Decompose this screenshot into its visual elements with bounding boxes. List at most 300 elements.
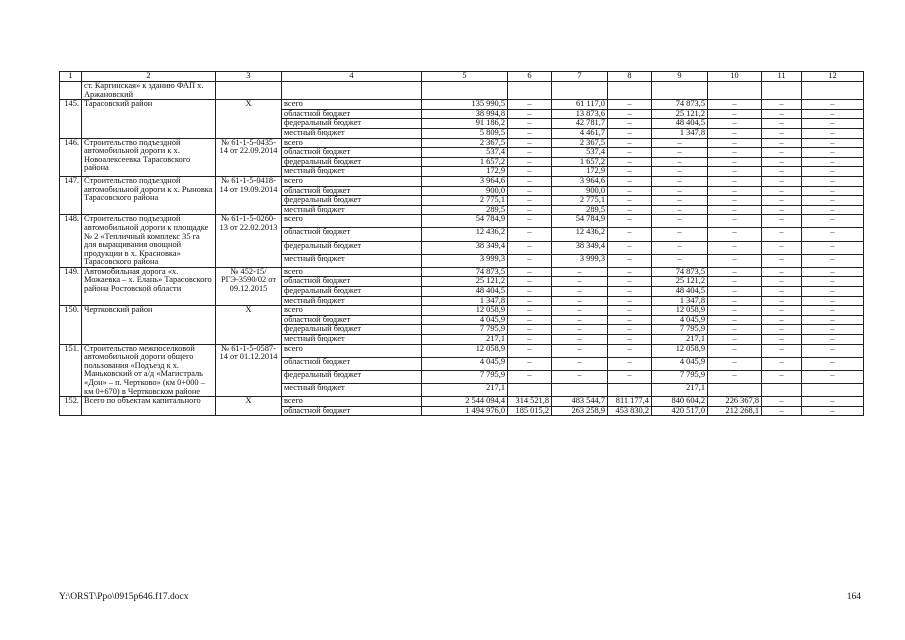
budget-type: местный бюджет	[282, 335, 422, 345]
amount-cell: 1 347,8	[652, 128, 708, 138]
amount-cell: –	[608, 370, 652, 383]
amount-cell: 2 775,1	[552, 196, 608, 206]
amount-cell: 1 657,2	[422, 157, 508, 167]
amount-cell: –	[762, 370, 802, 383]
amount-cell: –	[608, 128, 652, 138]
amount-cell: –	[652, 215, 708, 228]
document-number: № 61-1-5-0260-13 от 22.02.2013	[216, 215, 282, 268]
row-number: 146.	[60, 138, 82, 176]
amount-cell: 453 830,2	[608, 406, 652, 416]
amount-cell: 38 349,4	[552, 241, 608, 254]
budget-type: федеральный бюджет	[282, 287, 422, 297]
amount-cell: –	[608, 148, 652, 158]
amount-cell: 840 604,2	[652, 397, 708, 407]
amount-cell: 7 795,9	[422, 370, 508, 383]
amount-cell: –	[608, 335, 652, 345]
amount-cell: 12 058,9	[422, 306, 508, 316]
amount-cell	[508, 384, 552, 397]
row-number	[60, 82, 82, 100]
amount-cell: –	[762, 100, 802, 110]
empty-cell	[762, 82, 802, 100]
amount-cell: –	[608, 109, 652, 119]
amount-cell: –	[802, 100, 864, 110]
amount-cell: –	[608, 296, 652, 306]
amount-cell: –	[762, 228, 802, 241]
amount-cell: 811 177,4	[608, 397, 652, 407]
row-number: 150.	[60, 306, 82, 344]
amount-cell: 74 873,5	[422, 267, 508, 277]
column-number: 7	[552, 72, 608, 82]
amount-cell: –	[762, 406, 802, 416]
amount-cell: –	[708, 100, 762, 110]
budget-type: областной бюджет	[282, 228, 422, 241]
amount-cell: –	[608, 119, 652, 129]
amount-cell: –	[802, 315, 864, 325]
document-number: № 452-15/РГЭ-3590/02 от 09.12.2015	[216, 267, 282, 305]
amount-cell: 25 121,2	[652, 109, 708, 119]
document-number: № 61-1-5-0418-14 от 19.09.2014	[216, 176, 282, 214]
amount-cell: 48 404,5	[652, 287, 708, 297]
amount-cell: –	[708, 148, 762, 158]
amount-cell: –	[708, 109, 762, 119]
amount-cell: 537,4	[552, 148, 608, 158]
amount-cell: 4 045,9	[652, 315, 708, 325]
budget-type: местный бюджет	[282, 205, 422, 215]
empty-cell	[708, 82, 762, 100]
budget-type: местный бюджет	[282, 128, 422, 138]
budget-type: всего	[282, 100, 422, 110]
amount-cell: –	[552, 306, 608, 316]
amount-cell: –	[552, 267, 608, 277]
table-row	[60, 82, 864, 100]
amount-cell: –	[508, 241, 552, 254]
amount-cell: –	[762, 287, 802, 297]
budget-type: всего	[282, 138, 422, 148]
document-number: Х	[216, 397, 282, 416]
amount-cell: –	[802, 370, 864, 383]
amount-cell: –	[508, 157, 552, 167]
amount-cell: –	[652, 176, 708, 186]
amount-cell: 1 347,8	[652, 296, 708, 306]
amount-cell: –	[508, 370, 552, 383]
amount-cell: –	[608, 287, 652, 297]
amount-cell: –	[708, 370, 762, 383]
budget-type: местный бюджет	[282, 384, 422, 397]
amount-cell: 61 117,0	[552, 100, 608, 110]
amount-cell: –	[552, 344, 608, 357]
document-path: Y:\ORST\Ppo\0915p646.f17.docx	[59, 592, 189, 602]
amount-cell: 4 045,9	[422, 357, 508, 370]
amount-cell: –	[762, 357, 802, 370]
object-name: Тарасовский район	[82, 100, 216, 138]
column-number: 5	[422, 72, 508, 82]
amount-cell: –	[762, 138, 802, 148]
budget-type: всего	[282, 306, 422, 316]
amount-cell: –	[802, 167, 864, 177]
amount-cell: –	[552, 315, 608, 325]
empty-cell	[802, 82, 864, 100]
row-number: 147.	[60, 176, 82, 214]
amount-cell: –	[802, 109, 864, 119]
amount-cell: 135 990,5	[422, 100, 508, 110]
amount-cell: –	[802, 296, 864, 306]
amount-cell: 25 121,2	[652, 277, 708, 287]
amount-cell: 537,4	[422, 148, 508, 158]
amount-cell: –	[508, 119, 552, 129]
amount-cell: –	[608, 205, 652, 215]
amount-cell: 3 999,3	[552, 254, 608, 267]
amount-cell: 4 045,9	[652, 357, 708, 370]
amount-cell: –	[802, 397, 864, 407]
amount-cell: –	[708, 119, 762, 129]
amount-cell: 12 436,2	[422, 228, 508, 241]
amount-cell: –	[762, 176, 802, 186]
budget-type: всего	[282, 215, 422, 228]
object-name: ст. Каргинская» к зданию ФАП х. Аржановский	[82, 82, 216, 100]
amount-cell: –	[708, 157, 762, 167]
amount-cell: 91 186,2	[422, 119, 508, 129]
amount-cell: 54 784,9	[422, 215, 508, 228]
object-name: Строительство межпоселковой автомобильной дороги общего пользования «Подъезд к х. Маньковский от а/д «Магистраль «Дон» – п. Чертково» (км 0+000 – км 0+670) в Чертковском районе	[82, 344, 216, 397]
amount-cell: –	[708, 186, 762, 196]
amount-cell: 5 809,5	[422, 128, 508, 138]
amount-cell: 74 873,5	[652, 267, 708, 277]
amount-cell: –	[608, 325, 652, 335]
row-number: 148.	[60, 215, 82, 268]
amount-cell: –	[802, 215, 864, 228]
budget-type: федеральный бюджет	[282, 119, 422, 129]
table-row	[60, 267, 864, 277]
amount-cell: –	[708, 296, 762, 306]
budget-type: областной бюджет	[282, 148, 422, 158]
column-number: 11	[762, 72, 802, 82]
amount-cell	[802, 384, 864, 397]
object-name: Чертковский район	[82, 306, 216, 344]
amount-cell: –	[508, 315, 552, 325]
amount-cell: –	[708, 196, 762, 206]
amount-cell: –	[802, 119, 864, 129]
amount-cell: –	[508, 306, 552, 316]
object-name: Строительство подъездной автомобильной дороги к х. Рыновка Тарасовского района	[82, 176, 216, 214]
amount-cell: –	[762, 306, 802, 316]
amount-cell: 25 121,2	[422, 277, 508, 287]
amount-cell: –	[608, 215, 652, 228]
amount-cell: –	[802, 306, 864, 316]
amount-cell: –	[652, 138, 708, 148]
budget-type: федеральный бюджет	[282, 241, 422, 254]
column-number: 1	[60, 72, 82, 82]
amount-cell: 483 544,7	[552, 397, 608, 407]
amount-cell: 289,5	[552, 205, 608, 215]
budget-type: всего	[282, 176, 422, 186]
amount-cell: –	[608, 138, 652, 148]
amount-cell: –	[762, 335, 802, 345]
amount-cell: –	[508, 176, 552, 186]
amount-cell: –	[762, 315, 802, 325]
amount-cell: 12 058,9	[652, 344, 708, 357]
amount-cell: –	[708, 138, 762, 148]
amount-cell: –	[708, 176, 762, 186]
amount-cell: –	[552, 370, 608, 383]
amount-cell: –	[762, 344, 802, 357]
amount-cell: –	[762, 254, 802, 267]
amount-cell: 900,0	[422, 186, 508, 196]
amount-cell	[608, 384, 652, 397]
amount-cell: –	[608, 315, 652, 325]
budget-type: федеральный бюджет	[282, 325, 422, 335]
amount-cell: –	[652, 148, 708, 158]
budget-type: областной бюджет	[282, 277, 422, 287]
amount-cell: –	[552, 325, 608, 335]
amount-cell: –	[802, 176, 864, 186]
amount-cell: –	[708, 228, 762, 241]
amount-cell: 289,5	[422, 205, 508, 215]
budget-type: федеральный бюджет	[282, 370, 422, 383]
budget-type: местный бюджет	[282, 254, 422, 267]
budget-type: областной бюджет	[282, 406, 422, 416]
amount-cell: –	[508, 296, 552, 306]
amount-cell: 2 775,1	[422, 196, 508, 206]
amount-cell: –	[762, 148, 802, 158]
amount-cell: –	[802, 138, 864, 148]
amount-cell: –	[762, 241, 802, 254]
amount-cell: 7 795,9	[422, 325, 508, 335]
amount-cell: 38 349,4	[422, 241, 508, 254]
empty-cell	[422, 82, 508, 100]
column-number-row	[60, 72, 864, 82]
amount-cell: –	[508, 128, 552, 138]
amount-cell: –	[762, 296, 802, 306]
empty-cell	[608, 82, 652, 100]
amount-cell: 3 999,3	[422, 254, 508, 267]
object-name: Всего по объектам капитального	[82, 397, 216, 416]
amount-cell: –	[508, 254, 552, 267]
object-name: Строительство подъездной автомобильной дороги к площадке № 2 «Тепличный комплекс 35 га для выращивания овощной продукции в х. Красновка» Тарасовского района	[82, 215, 216, 268]
table-row	[60, 344, 864, 357]
amount-cell: 38 994,8	[422, 109, 508, 119]
column-number: 10	[708, 72, 762, 82]
column-number: 12	[802, 72, 864, 82]
table-row	[60, 138, 864, 148]
amount-cell: –	[802, 267, 864, 277]
amount-cell: –	[608, 176, 652, 186]
budget-type: всего	[282, 344, 422, 357]
amount-cell: 7 795,9	[652, 370, 708, 383]
amount-cell: –	[508, 357, 552, 370]
amount-cell: –	[652, 241, 708, 254]
amount-cell: –	[708, 167, 762, 177]
budget-type: областной бюджет	[282, 357, 422, 370]
empty-cell	[652, 82, 708, 100]
amount-cell: –	[802, 186, 864, 196]
amount-cell: –	[652, 254, 708, 267]
amount-cell: –	[652, 196, 708, 206]
amount-cell: –	[802, 287, 864, 297]
amount-cell: 420 517,0	[652, 406, 708, 416]
amount-cell: –	[608, 357, 652, 370]
amount-cell: –	[708, 267, 762, 277]
amount-cell: –	[802, 148, 864, 158]
amount-cell: –	[802, 406, 864, 416]
amount-cell: –	[508, 335, 552, 345]
amount-cell: –	[802, 128, 864, 138]
document-number: Х	[216, 306, 282, 344]
empty-cell	[508, 82, 552, 100]
amount-cell: –	[508, 196, 552, 206]
budget-type: областной бюджет	[282, 109, 422, 119]
amount-cell: –	[762, 167, 802, 177]
amount-cell: 172,9	[422, 167, 508, 177]
amount-cell: –	[802, 196, 864, 206]
amount-cell: –	[508, 277, 552, 287]
amount-cell: –	[802, 205, 864, 215]
table-row	[60, 100, 864, 110]
column-number: 3	[216, 72, 282, 82]
budget-table	[59, 71, 864, 416]
amount-cell	[708, 384, 762, 397]
amount-cell: 217,1	[422, 384, 508, 397]
amount-cell: 7 795,9	[652, 325, 708, 335]
amount-cell: –	[762, 397, 802, 407]
amount-cell: –	[652, 228, 708, 241]
amount-cell: –	[762, 128, 802, 138]
amount-cell: 4 045,9	[422, 315, 508, 325]
amount-cell: –	[762, 325, 802, 335]
amount-cell: 1 657,2	[552, 157, 608, 167]
amount-cell: –	[802, 325, 864, 335]
document-number: № 61-1-5-0435-14 от 22.09.2014	[216, 138, 282, 176]
amount-cell: 263 258,9	[552, 406, 608, 416]
amount-cell: –	[508, 267, 552, 277]
amount-cell: –	[802, 344, 864, 357]
amount-cell: 54 784,9	[552, 215, 608, 228]
row-number: 145.	[60, 100, 82, 138]
amount-cell: –	[708, 325, 762, 335]
amount-cell: –	[652, 167, 708, 177]
amount-cell: 74 873,5	[652, 100, 708, 110]
column-number: 9	[652, 72, 708, 82]
column-number: 2	[82, 72, 216, 82]
amount-cell: –	[552, 287, 608, 297]
budget-type: всего	[282, 267, 422, 277]
table-row	[60, 215, 864, 228]
amount-cell: –	[708, 287, 762, 297]
amount-cell: 1 494 976,0	[422, 406, 508, 416]
amount-cell: –	[708, 277, 762, 287]
object-name: Автомобильная дорога «х. Можаевка – х. Елань» Тарасовского района Ростовской области	[82, 267, 216, 305]
amount-cell: –	[608, 186, 652, 196]
amount-cell: 2 367,5	[552, 138, 608, 148]
amount-cell: –	[608, 196, 652, 206]
amount-cell: –	[508, 228, 552, 241]
amount-cell: 48 404,5	[422, 287, 508, 297]
amount-cell: –	[608, 306, 652, 316]
amount-cell: 900,0	[552, 186, 608, 196]
budget-type: местный бюджет	[282, 296, 422, 306]
amount-cell: 217,1	[652, 384, 708, 397]
amount-cell: –	[652, 205, 708, 215]
amount-cell: –	[708, 315, 762, 325]
amount-cell: 226 367,8	[708, 397, 762, 407]
amount-cell: –	[708, 205, 762, 215]
amount-cell: –	[762, 205, 802, 215]
page-number: 164	[846, 592, 861, 602]
amount-cell: 4 461,7	[552, 128, 608, 138]
amount-cell: –	[608, 254, 652, 267]
amount-cell: –	[508, 186, 552, 196]
amount-cell: 12 436,2	[552, 228, 608, 241]
amount-cell: –	[762, 109, 802, 119]
amount-cell: –	[608, 277, 652, 287]
column-number: 4	[282, 72, 422, 82]
row-number: 149.	[60, 267, 82, 305]
amount-cell: 212 268,1	[708, 406, 762, 416]
amount-cell: 217,1	[422, 335, 508, 345]
table-row	[60, 397, 864, 407]
amount-cell: –	[802, 277, 864, 287]
amount-cell: –	[708, 128, 762, 138]
amount-cell: –	[802, 335, 864, 345]
amount-cell: –	[608, 157, 652, 167]
amount-cell: –	[552, 296, 608, 306]
amount-cell: –	[762, 119, 802, 129]
budget-type: федеральный бюджет	[282, 196, 422, 206]
object-name: Строительство подъездной автомобильной дороги к х. Новоалексеевка Тарасовского района	[82, 138, 216, 176]
amount-cell: –	[708, 254, 762, 267]
amount-cell: –	[608, 344, 652, 357]
amount-cell: –	[508, 100, 552, 110]
amount-cell: –	[652, 186, 708, 196]
table-row	[60, 176, 864, 186]
amount-cell: –	[508, 287, 552, 297]
amount-cell: 172,9	[552, 167, 608, 177]
amount-cell: –	[762, 267, 802, 277]
amount-cell: –	[508, 138, 552, 148]
table-row	[60, 306, 864, 316]
amount-cell: –	[708, 215, 762, 228]
row-number: 151.	[60, 344, 82, 397]
amount-cell: 3 964,6	[422, 176, 508, 186]
amount-cell: 217,1	[652, 335, 708, 345]
amount-cell: –	[762, 277, 802, 287]
amount-cell: –	[762, 196, 802, 206]
amount-cell	[552, 384, 608, 397]
amount-cell: –	[508, 148, 552, 158]
amount-cell: –	[608, 228, 652, 241]
amount-cell: –	[802, 157, 864, 167]
amount-cell: –	[508, 109, 552, 119]
amount-cell: –	[802, 254, 864, 267]
amount-cell: –	[552, 277, 608, 287]
amount-cell: 1 347,8	[422, 296, 508, 306]
budget-type: областной бюджет	[282, 315, 422, 325]
amount-cell: –	[608, 241, 652, 254]
amount-cell: –	[652, 157, 708, 167]
amount-cell: –	[608, 100, 652, 110]
budget-type: федеральный бюджет	[282, 157, 422, 167]
amount-cell: 2 544 094,4	[422, 397, 508, 407]
amount-cell: –	[508, 215, 552, 228]
amount-cell	[762, 384, 802, 397]
amount-cell: 185 015,2	[508, 406, 552, 416]
amount-cell: –	[762, 157, 802, 167]
amount-cell: –	[552, 357, 608, 370]
budget-type: всего	[282, 397, 422, 407]
amount-cell: –	[608, 167, 652, 177]
amount-cell: –	[508, 325, 552, 335]
amount-cell: 12 058,9	[422, 344, 508, 357]
amount-cell: –	[508, 344, 552, 357]
